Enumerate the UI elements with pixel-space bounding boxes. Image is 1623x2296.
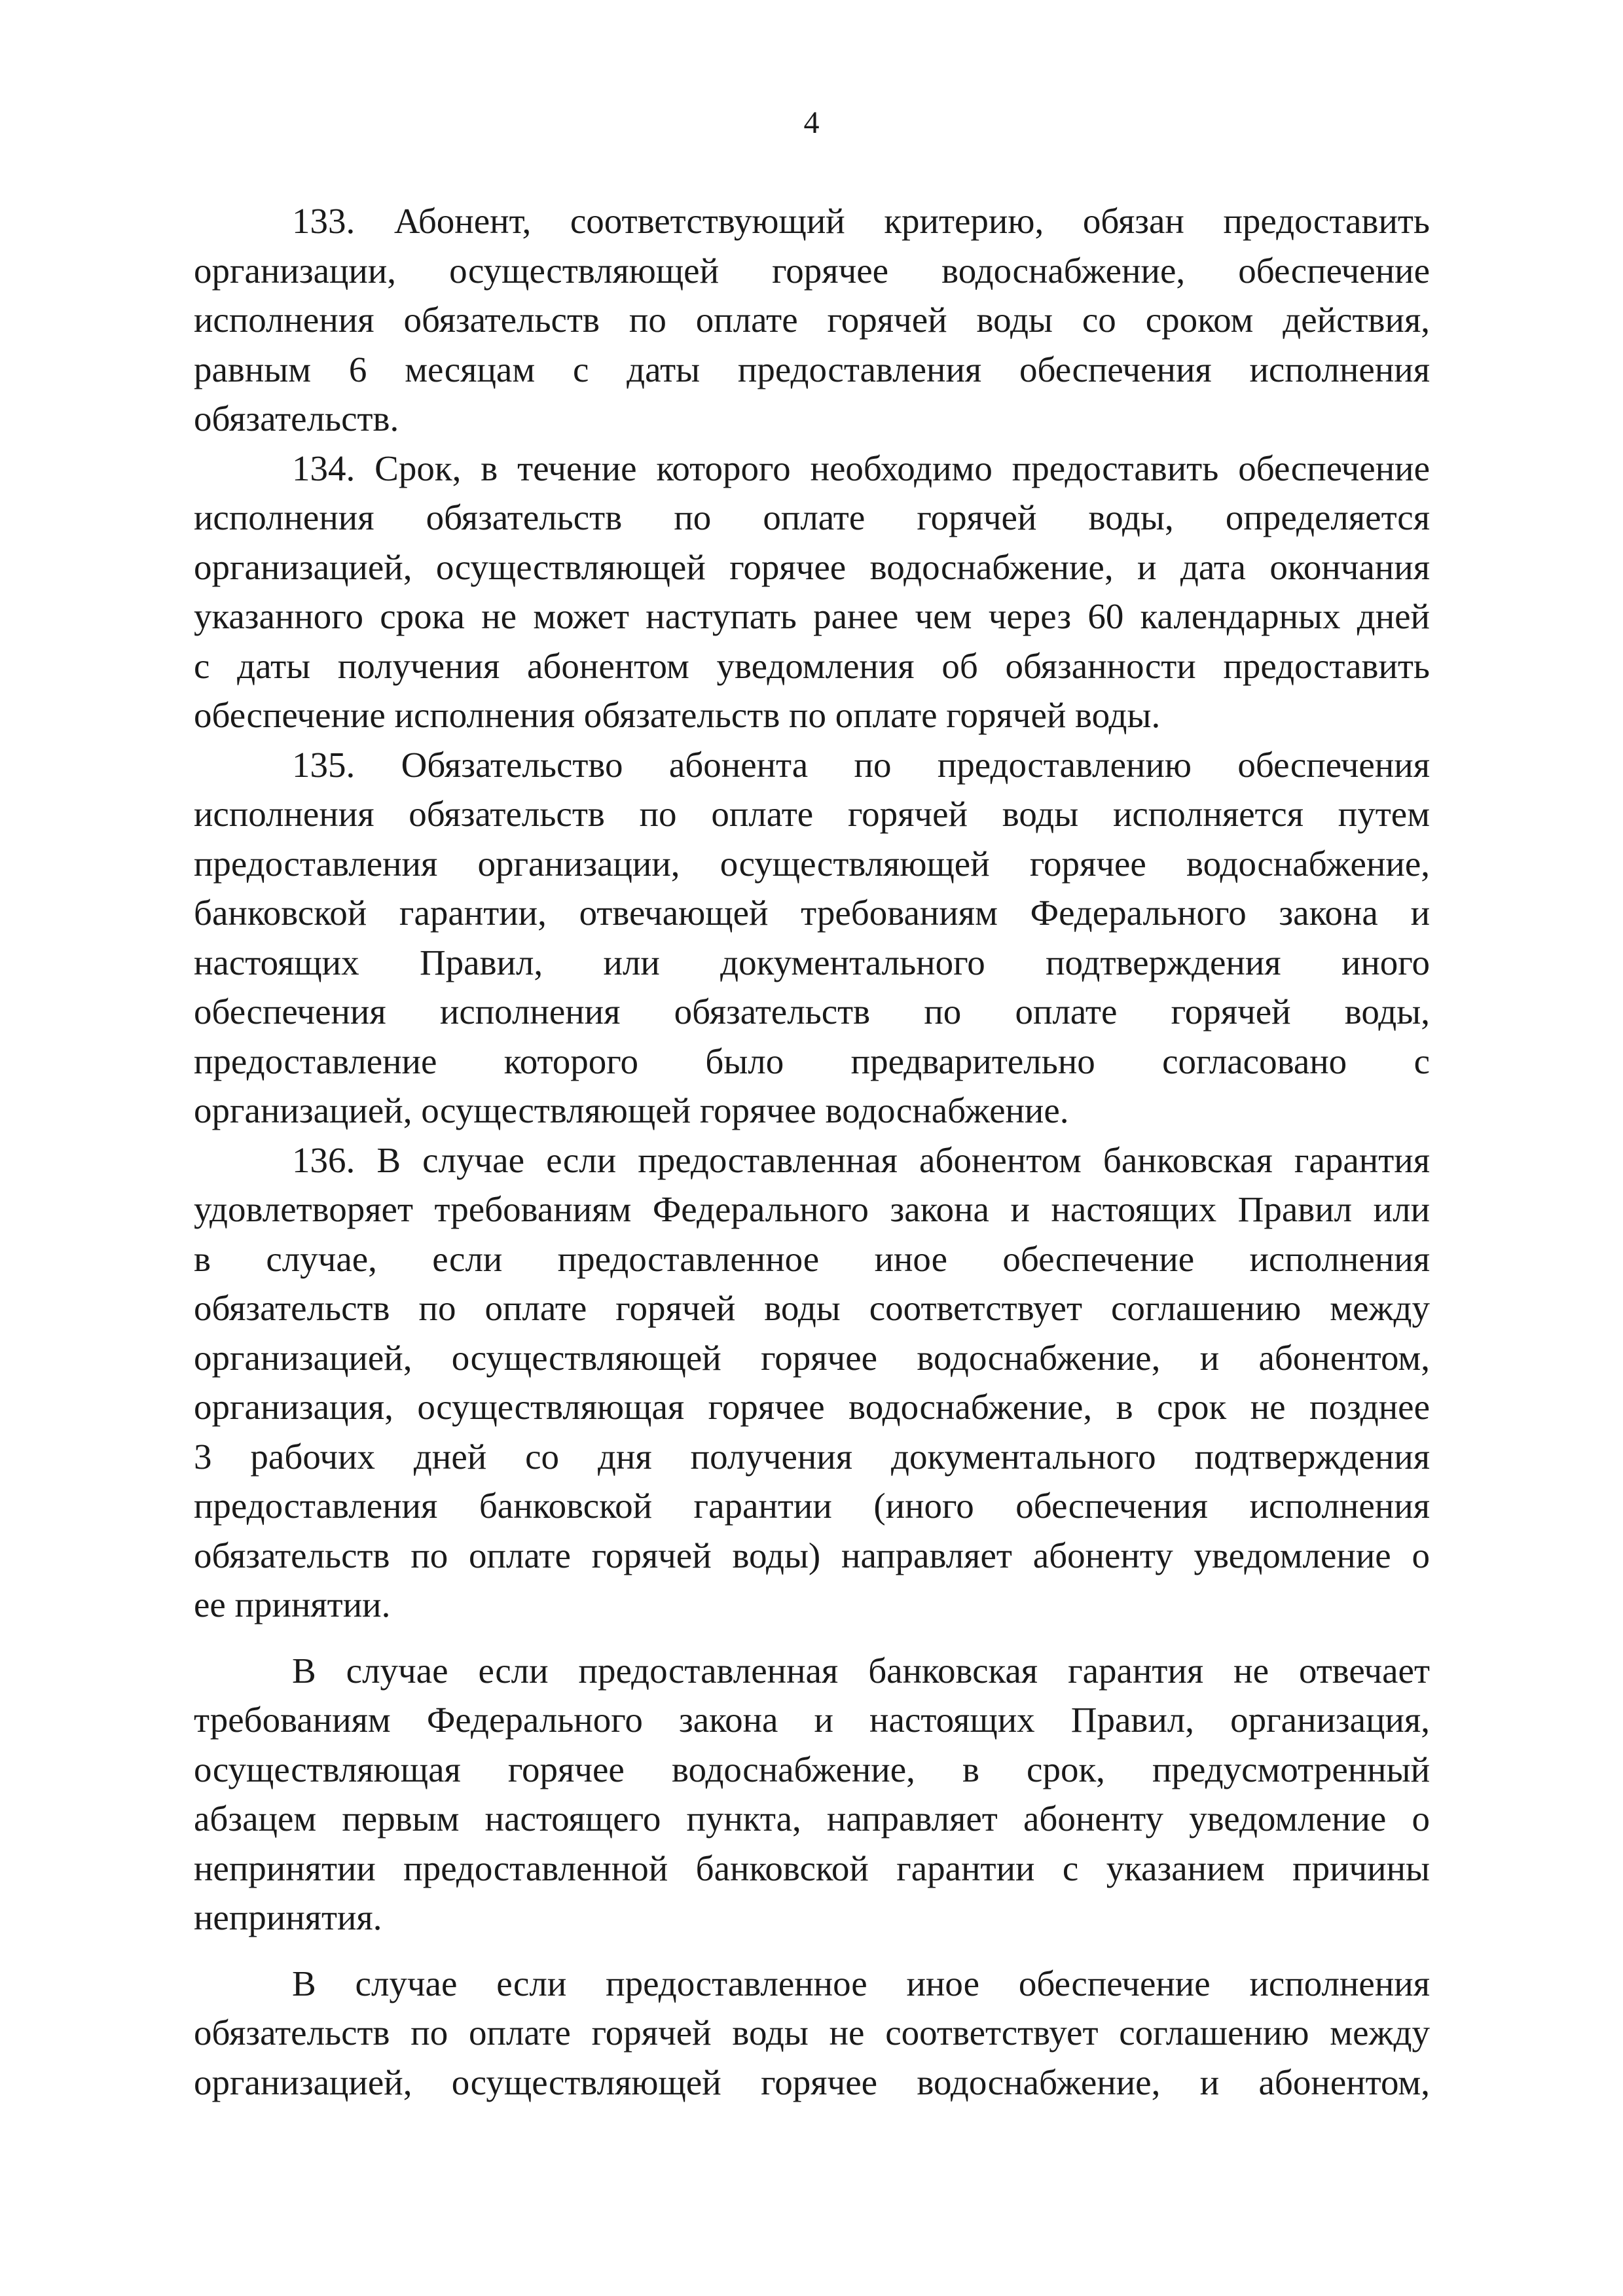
text-line: обязательств. <box>194 399 399 439</box>
text-line: удовлетворяет требованиям Федерального закона и настоящих Правил или <box>194 1189 1430 1229</box>
text-line: обеспечения исполнения обязательств по оплате горячей воды, <box>194 992 1430 1031</box>
text-line: с даты получения абонентом уведомления об обязанности предоставить <box>194 645 1430 686</box>
text-line: настоящих Правил, или документального подтверждения иного <box>194 942 1430 982</box>
text-line: 133. Абонент, соответствующий критерию, обязан предоставить <box>292 201 1430 241</box>
text-line: обязательств по оплате горячей воды) направляет абоненту уведомление о <box>194 1535 1430 1575</box>
text-line: организацией, осуществляющей горячее водоснабжение, и абонентом, <box>194 2062 1430 2102</box>
text-line: ее принятии. <box>194 1585 391 1624</box>
text-line: организации, осуществляющей горячее водоснабжение, обеспечение <box>194 250 1430 291</box>
text-line: обеспечение исполнения обязательств по оплате горячей воды. <box>194 695 1161 735</box>
paragraph <box>194 1959 1430 2108</box>
text-line: предоставление которого было предварительно согласовано с <box>194 1041 1430 1081</box>
text-line: исполнения обязательств по оплате горячей воды, определяется <box>194 497 1430 537</box>
text-line: непринятия. <box>194 1897 382 1937</box>
paragraph <box>194 444 1430 740</box>
text-line: банковской гарантии, отвечающей требованиям Федерального закона и <box>194 893 1430 933</box>
text-line: исполнения обязательств по оплате горячей воды исполняется путем <box>194 794 1430 834</box>
text-line: 135. Обязательство абонента по предоставлению обеспечения <box>292 744 1430 785</box>
paragraph <box>194 1136 1430 1646</box>
paragraph <box>194 1646 1430 1959</box>
text-line: В случае если предоставленное иное обеспечение исполнения <box>292 1963 1430 2003</box>
text-line: осуществляющая горячее водоснабжение, в срок, предусмотренный <box>194 1749 1430 1789</box>
text-line: организация, осуществляющая горячее водоснабжение, в срок не позднее <box>194 1387 1430 1427</box>
text-line: 3 рабочих дней со дня получения документального подтверждения <box>194 1436 1430 1477</box>
text-line: исполнения обязательств по оплате горячей воды со сроком действия, <box>194 300 1430 340</box>
text-line: организацией, осуществляющей горячее водоснабжение. <box>194 1090 1069 1130</box>
text-line: обязательств по оплате горячей воды не соответствует соглашению между <box>194 2013 1430 2053</box>
text-line: организацией, осуществляющей горячее водоснабжение, и абонентом, <box>194 1337 1430 1378</box>
text-line: требованиям Федерального закона и настоящих Правил, организация, <box>194 1700 1430 1740</box>
paragraph <box>194 740 1430 1136</box>
text-line: абзацем первым настоящего пункта, направляет абоненту уведомление о <box>194 1799 1430 1839</box>
text-line: предоставления банковской гарантии (иного обеспечения исполнения <box>194 1486 1430 1526</box>
text-line: указанного срока не может наступать ранее чем через 60 календарных дней <box>194 596 1430 636</box>
text-line: 136. В случае если предоставленная абонентом банковская гарантия <box>292 1139 1430 1180</box>
text-line: организацией, осуществляющей горячее водоснабжение, и дата окончания <box>194 547 1430 587</box>
text-line: непринятии предоставленной банковской гарантии с указанием причины <box>194 1848 1430 1888</box>
text-line: обязательств по оплате горячей воды соответствует соглашению между <box>194 1288 1430 1328</box>
document-body <box>194 196 1430 2107</box>
text-line: предоставления организации, осуществляющей горячее водоснабжение, <box>194 843 1430 884</box>
text-line: равным 6 месяцам с даты предоставления обеспечения исполнения <box>194 349 1430 389</box>
text-line: в случае, если предоставленное иное обеспечение исполнения <box>194 1238 1430 1279</box>
page-number: 4 <box>803 105 820 140</box>
text-line: В случае если предоставленная банковская гарантия не отвечает <box>292 1650 1430 1691</box>
text-line: 134. Срок, в течение которого необходимо предоставить обеспечение <box>292 448 1430 488</box>
paragraph <box>194 196 1430 444</box>
